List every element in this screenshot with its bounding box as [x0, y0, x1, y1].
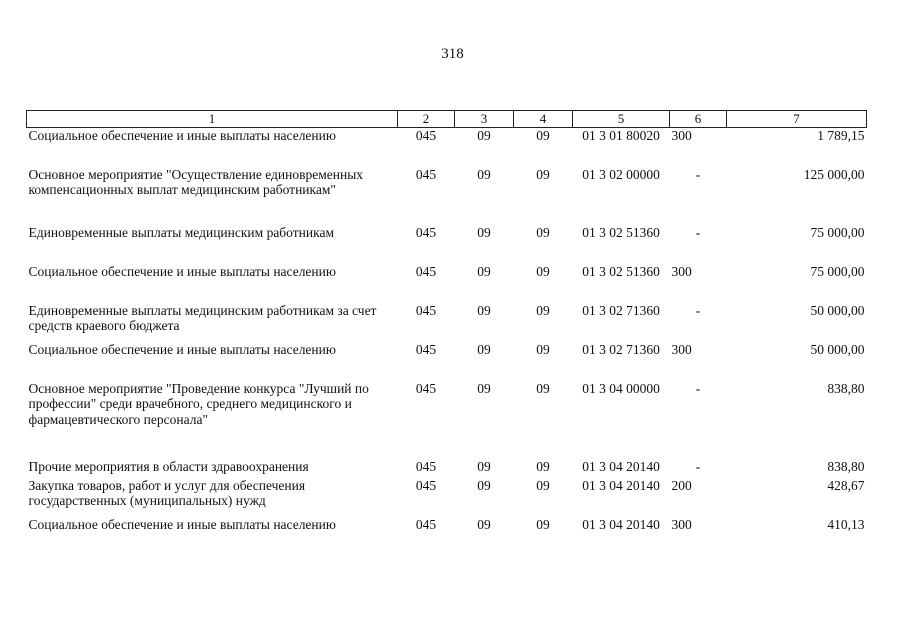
row-name: Закупка товаров, работ и услуг для обеспечения государственных (муниципальных) нужд	[28, 477, 306, 509]
table-row	[27, 225, 867, 264]
row-col4: 09	[536, 458, 550, 474]
row-col2: 045	[415, 516, 437, 532]
row-name: Социальное обеспечение и иные выплаты населению	[28, 341, 336, 357]
row-amount: 838,80	[827, 380, 865, 396]
row-col4: 09	[536, 341, 550, 357]
column-header: 6	[670, 111, 727, 128]
row-name: Социальное обеспечение и иные выплаты населению	[28, 516, 336, 532]
page-number: 318	[441, 46, 464, 62]
row-col3: 09	[477, 516, 491, 532]
row-col4: 09	[536, 380, 550, 396]
row-col5: 01 3 01 80020	[582, 128, 660, 143]
table-row	[27, 381, 867, 459]
table-header-row	[27, 111, 867, 128]
row-col5: 01 3 02 51360	[582, 263, 660, 279]
row-col4: 09	[536, 516, 550, 532]
row-col5: 01 3 02 51360	[582, 224, 660, 240]
row-amount: 50 000,00	[810, 341, 865, 357]
table-row	[27, 303, 867, 342]
row-col4: 09	[536, 263, 550, 279]
column-header: 5	[573, 111, 670, 128]
row-col2: 045	[415, 380, 437, 396]
row-col4: 09	[536, 477, 550, 493]
row-col2: 045	[415, 341, 437, 357]
column-header: 4	[514, 111, 573, 128]
row-col5: 01 3 02 00000	[582, 166, 660, 182]
row-amount: 75 000,00	[810, 263, 865, 279]
row-col5: 01 3 02 71360	[582, 341, 660, 357]
table-row	[27, 167, 867, 225]
row-col3: 09	[477, 128, 491, 143]
row-amount: 410,13	[827, 516, 865, 532]
row-col6: -	[695, 302, 701, 318]
row-amount: 125 000,00	[803, 166, 865, 182]
row-name: Единовременные выплаты медицинским работникам за счет средств краевого бюджета	[28, 302, 377, 334]
row-col6: -	[695, 224, 701, 240]
row-col3: 09	[477, 477, 491, 493]
row-col6: 300	[671, 341, 692, 357]
row-col2: 045	[415, 224, 437, 240]
row-col3: 09	[477, 263, 491, 279]
table-row	[27, 478, 867, 517]
row-amount: 838,80	[827, 458, 865, 474]
row-col2: 045	[415, 458, 437, 474]
row-col2: 045	[415, 166, 437, 182]
row-amount: 75 000,00	[810, 224, 865, 240]
row-col3: 09	[477, 166, 491, 182]
row-col3: 09	[477, 224, 491, 240]
row-col5: 01 3 04 20140	[582, 516, 660, 532]
row-col5: 01 3 04 20140	[582, 477, 660, 493]
budget-table	[26, 110, 867, 536]
row-col6: -	[695, 380, 701, 396]
row-col2: 045	[415, 263, 437, 279]
column-header: 7	[727, 111, 867, 128]
row-col5: 01 3 04 00000	[582, 380, 660, 396]
row-col5: 01 3 04 20140	[582, 458, 660, 474]
table-row	[27, 264, 867, 303]
row-col5: 01 3 02 71360	[582, 302, 660, 318]
row-col3: 09	[477, 380, 491, 396]
row-col2: 045	[415, 302, 437, 318]
row-col4: 09	[536, 128, 550, 143]
row-col2: 045	[415, 477, 437, 493]
row-amount: 50 000,00	[810, 302, 865, 318]
row-name: Прочие мероприятия в области здравоохранения	[28, 458, 309, 474]
row-col4: 09	[536, 302, 550, 318]
row-col6: 200	[671, 477, 692, 493]
row-col6: -	[695, 166, 701, 182]
row-col6: 300	[671, 263, 692, 279]
table-row	[27, 342, 867, 381]
row-name: Социальное обеспечение и иные выплаты населению	[28, 128, 336, 143]
table-row	[27, 459, 867, 478]
row-name: Социальное обеспечение и иные выплаты населению	[28, 263, 336, 279]
column-header: 2	[398, 111, 455, 128]
row-col6: 300	[671, 516, 692, 532]
row-col3: 09	[477, 341, 491, 357]
row-name: Основное мероприятие "Проведение конкурса "Лучший по профессии" среди врачебного, среднего медицинского и фармацевтического персонала"	[28, 380, 369, 428]
row-col6: -	[695, 458, 701, 474]
column-header: 1	[27, 111, 398, 128]
row-name: Единовременные выплаты медицинским работникам	[28, 224, 334, 240]
row-amount: 428,67	[827, 477, 865, 493]
row-col2: 045	[415, 128, 437, 143]
column-header: 3	[455, 111, 514, 128]
table-row	[27, 128, 867, 167]
row-col4: 09	[536, 224, 550, 240]
row-amount: 1 789,15	[817, 128, 865, 143]
row-col4: 09	[536, 166, 550, 182]
row-name: Основное мероприятие "Осуществление единовременных компенсационных выплат медицинским работникам"	[28, 166, 364, 198]
row-col6: 300	[671, 128, 692, 143]
row-col3: 09	[477, 302, 491, 318]
row-col3: 09	[477, 458, 491, 474]
table-row	[27, 517, 867, 536]
